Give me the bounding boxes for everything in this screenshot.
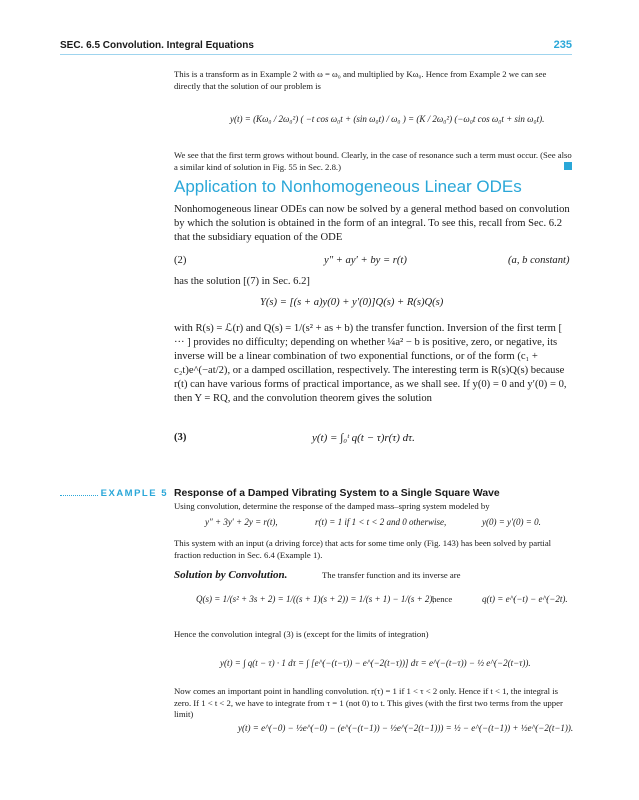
example-label (60, 488, 168, 502)
example-input-definition: r(t) = 1 if 1 < t < 2 and 0 otherwise, (315, 517, 447, 527)
running-header (60, 38, 572, 54)
section-paragraph-3: with R(s) = ℒ(r) and Q(s) = 1/(s² + as + b) the transfer function. Inversion of the first term [ ··· ] provides no difficulty; depending on whether ¼a² − b is positive, zero, or negative, its inverse will be a linear combination of two exponential functions, or of the form (c₁ + c₂t)e^(−at/2), or a damped oscillation, respectively. The interesting term is R(s)Q(s) because r(t) can have various forms of practical importance, as we shall see. If y(0) = 0 and y′(0) = 0, then Y = RQ, and the convolution theorem gives the solution (174, 323, 567, 404)
intro-equation: y(t) = (Kω₀ / 2ω₀²) ( −t cos ω₀t + (sin ω₀t) / ω₀ ) = (K / 2ω₀²) (−ω₀t cos ω₀t + sin ω₀t). (230, 114, 545, 124)
page-number: 235 (553, 39, 572, 51)
example-paragraph-2: This system with an input (a driving force) that acts for some time only (Fig. 143) has been solved by partial fraction reduction in Sec. 6.4 (Example 1). (174, 538, 552, 560)
convolution-solution-equation: y(t) = ∫₀ᵗ q(t − τ)r(τ) dτ. (312, 432, 415, 444)
example-initial-conditions: y(0) = y′(0) = 0. (482, 517, 541, 527)
section-paragraph-1: Nonhomogeneous linear ODEs can now be solved by a general method based on convolution by which the solution is obtained in the form of an integral. To see this, recall from Sec. 6.2 that the subsidiary equation of the ODE (174, 204, 570, 243)
intro-paragraph-2: We see that the first term grows without bound. Clearly, in the case of resonance such a term must occur. (See also a similar kind of solution in Fig. 55 in Sec. 2.8.) (174, 150, 572, 172)
example-title: Response of a Damped Vibrating System to a Single Square Wave (174, 488, 500, 499)
equation-number-2: (2) (174, 255, 187, 266)
transfer-function-equation: Q(s) = 1/(s² + 3s + 2) = 1/((s + 1)(s + 2)) = 1/(s + 1) − 1/(s + 2), (196, 594, 435, 604)
example-label-text: EXAMPLE 5 (98, 488, 168, 499)
example-paragraph-1: Using convolution, determine the response of the damped mass–spring system modeled by (174, 501, 490, 511)
section-heading: SEC. 6.5 Convolution. Integral Equations (60, 40, 254, 51)
solution-intro: The transfer function and its inverse are (322, 570, 461, 580)
header-rule (60, 54, 572, 55)
subsidiary-solution-equation: Y(s) = [(s + a)y(0) + y′(0)]Q(s) + R(s)Q(s) (260, 297, 444, 308)
example-paragraph-4: Now comes an important point in handling convolution. r(τ) = 1 if 1 < τ < 2 only. Hence if t < 1, the integral is zero. If 1 < t < 2, we have to integrate from τ = 1 (not 0) to t. This gives (with the first two terms from the upper limit) (174, 686, 563, 719)
convolution-integral-equation: y(t) = ∫ q(t − τ) · 1 dτ = ∫ [e^(−(t−τ)) − e^(−2(t−τ))] dτ = e^(−(t−τ)) − ½ e^(−2(t−τ)). (220, 658, 531, 668)
inverse-transfer-function: q(t) = e^(−t) − e^(−2t). (482, 594, 568, 604)
intro-paragraph: This is a transform as in Example 2 with ω = ω₀ and multiplied by Kω₀. Hence from Example 2 we can see directly that the solution of our problem is (174, 69, 547, 91)
hence-word: hence (432, 594, 453, 604)
solution-heading: Solution by Convolution. (174, 569, 288, 581)
constants-note: (a, b constant) (508, 255, 570, 266)
end-of-example-marker (564, 162, 572, 170)
ode-equation: y″ + ay′ + by = r(t) (324, 255, 407, 266)
example-ode: y″ + 3y′ + 2y = r(t), (205, 517, 278, 527)
final-solution-equation: y(t) = e^(−0) − ½e^(−0) − (e^(−(t−1)) − ½e^(−2(t−1))) = ½ − e^(−(t−1)) + ½e^(−2(t−1)). (238, 723, 574, 733)
example-paragraph-3: Hence the convolution integral (3) is (except for the limits of integration) (174, 629, 429, 639)
section-title: Application to Nonhomogeneous Linear ODEs (174, 177, 522, 196)
section-paragraph-2: has the solution [(7) in Sec. 6.2] (174, 276, 310, 287)
equation-number-3: (3) (174, 432, 187, 443)
